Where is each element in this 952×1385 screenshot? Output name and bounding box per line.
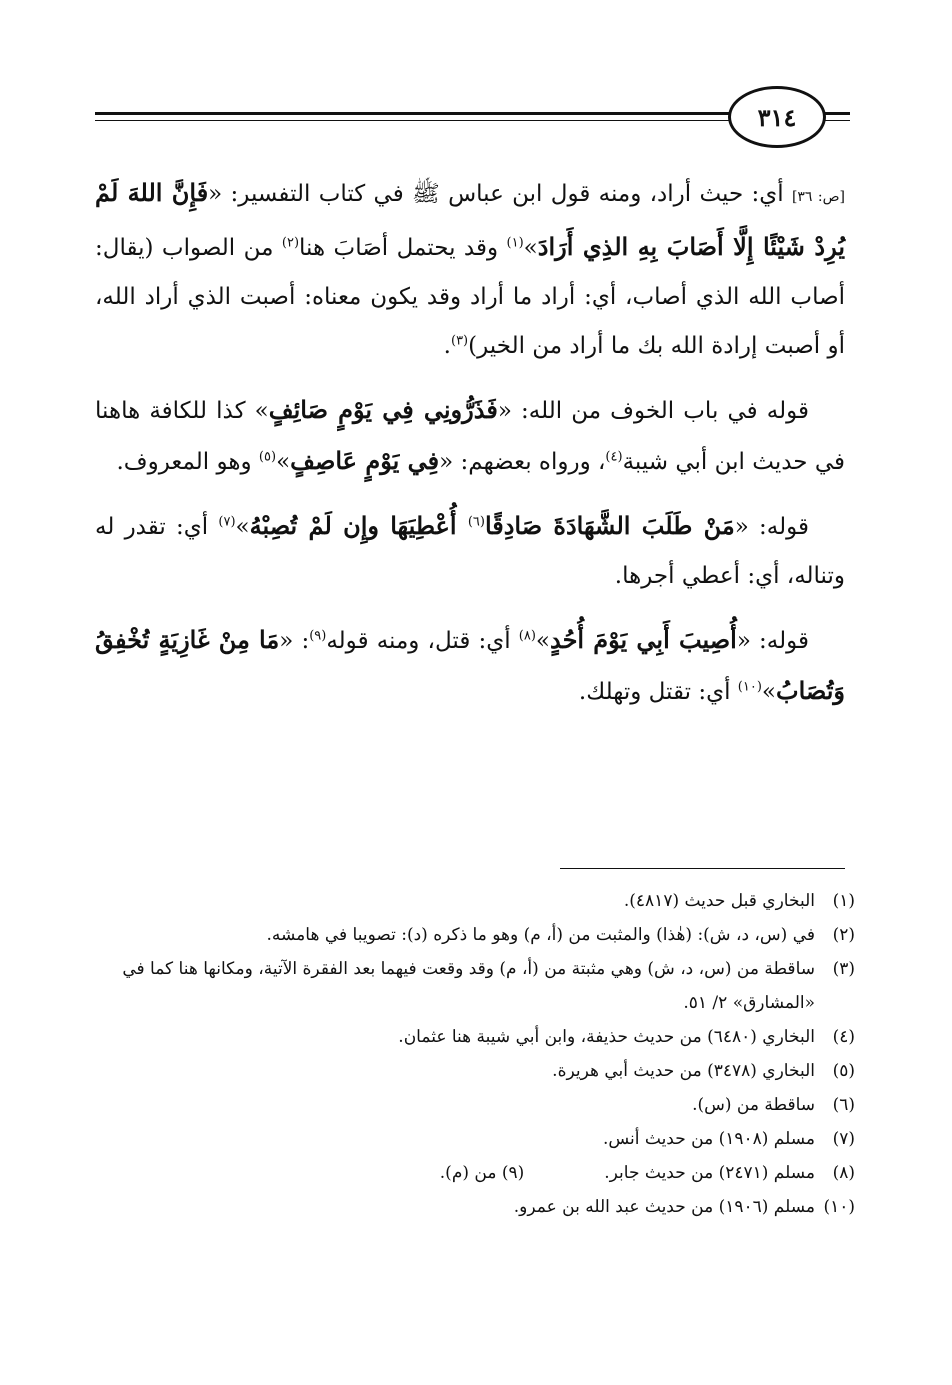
footnote-text: من (م). — [439, 1163, 497, 1183]
footnote-item — [95, 1054, 855, 1088]
footnote-number: (٧) — [832, 1129, 855, 1149]
text-run: أي: قتل، ومنه قوله — [326, 628, 519, 654]
footnote-number: (٩) — [501, 1163, 525, 1183]
text-run: أي: حيث أراد، ومنه قول ابن عباس ﷺ في كتاب التفسير: « — [208, 181, 792, 207]
footnote-text: مسلم (١٩٠٦) من حديث عبد الله بن عمرو. — [513, 1197, 815, 1217]
footnote-marker: (١٠) — [737, 679, 762, 695]
hadith-quote: أُصِيبَ أَبِي يَوْمَ أُحُدٍ — [550, 625, 737, 654]
footnotes — [95, 884, 855, 1224]
hadith-quote: مَا مِنْ غَازِيَةٍ تُخْفِقُ وَتُصَابُ — [95, 625, 845, 705]
hadith-quote: مَنْ طَلَبَ الشَّهَادَةَ صَادِقًا — [484, 511, 735, 540]
hadith-quote: فَذَرُّونِي فِي يَوْمٍ صَائِفٍ — [268, 395, 498, 424]
main-text — [95, 168, 845, 731]
text-run: » — [535, 628, 550, 654]
paragraph-3 — [95, 501, 845, 601]
header-rule-left — [95, 112, 735, 115]
text-run: » — [523, 235, 538, 261]
header-rule-left-thin — [95, 120, 735, 121]
footnote-text: مسلم (١٩٠٨) من حديث أنس. — [602, 1129, 815, 1149]
text-run: ، ورواه بعضهم: « — [439, 449, 606, 475]
footnote-text: البخاري (٣٤٧٨) من حديث أبي هريرة. — [552, 1061, 815, 1081]
footnote-text: ساقطة من (س). — [692, 1095, 815, 1115]
footnote-marker: (١) — [506, 235, 524, 251]
text-run: : « — [279, 628, 310, 654]
footnote-marker: (٢) — [281, 235, 300, 251]
footnote-number: (١) — [832, 891, 855, 911]
footnote-item — [95, 952, 855, 1020]
footnote-item — [95, 1020, 855, 1054]
text-run: من الصواب (يقال: أصاب الله الذي أصاب، أي: أراد ما أراد وقد يكون معناه: أصبت الذي أراد الله، أو أصبت إرادة الله بك ما أراد من الخير) — [95, 235, 845, 359]
footnote-item — [95, 1190, 855, 1224]
footnote-text: مسلم (٢٤٧١) من حديث جابر. — [604, 1163, 815, 1183]
footnote-text: في (س، د، ش): (هٰذا) والمثبت من (أ، م) وهو ما ذكره (د): تصويبا في هامشه. — [266, 925, 815, 945]
text-run: » — [276, 449, 291, 475]
footnote-number: (٣) — [832, 959, 855, 979]
text-run: وقد يحتمل أصَابَ هنا — [299, 235, 507, 261]
footnote-marker: (٥) — [258, 449, 277, 465]
paragraph-4 — [95, 615, 845, 717]
footnote-marker: (٣) — [450, 333, 469, 349]
text-run: أي: تقدر له وتناله، أي: أعطي أجرها. — [95, 514, 845, 589]
text-run: » — [761, 679, 776, 705]
footnote-item — [95, 1156, 855, 1190]
text-run: » — [235, 514, 250, 540]
hadith-quote: أُعْطِيَهَا وإِن لَمْ تُصِبْهُ — [249, 511, 468, 540]
page-header — [0, 0, 952, 170]
text-run: قوله: « — [734, 514, 810, 540]
paragraph-2 — [95, 385, 845, 487]
text-run: قوله في باب الخوف من الله: « — [497, 398, 809, 424]
footnote-number: (٤) — [832, 1027, 855, 1047]
footnote-marker: (٧) — [218, 514, 236, 530]
text-run: . — [443, 333, 451, 359]
footnote-item — [95, 1122, 855, 1156]
hadith-quote: فَإِنَّ اللهَ لَمْ يُرِدْ شَيْئًا إِلَّا أَصَابَ بِهِ الذِي أَرَادَ — [95, 178, 845, 261]
page-number: ٣١٤ — [728, 86, 826, 148]
text-run: » كذا للكافة هاهنا في حديث ابن أبي شيبة — [95, 398, 845, 475]
footnote-number: (٦) — [832, 1095, 855, 1115]
page-reference: [ص: ٣٦] — [791, 189, 845, 205]
footnote-item — [95, 918, 855, 952]
footnote-number: (٢) — [832, 925, 855, 945]
text-run: أي: تقتل وتهلك. — [578, 679, 738, 705]
footnote-marker: (٤) — [605, 449, 623, 465]
text-run: وهو المعروف. — [116, 449, 259, 475]
footnote-text: البخاري (٦٤٨٠) من حديث حذيفة، وابن أبي شيبة هنا عثمان. — [398, 1027, 815, 1047]
footnote-separator — [560, 868, 845, 869]
footnote-item — [95, 884, 855, 918]
footnote-number: (١٠) — [823, 1197, 855, 1217]
footnote-marker: (٦) — [467, 514, 485, 530]
footnote-item — [95, 1088, 855, 1122]
paragraph-1 — [95, 168, 845, 371]
footnote-marker: (٩) — [309, 628, 327, 644]
footnote-text: البخاري قبل حديث (٤٨١٧). — [623, 891, 815, 911]
footnote-text-wrap — [95, 1156, 815, 1190]
text-run: قوله: « — [736, 628, 810, 654]
footnote-number: (٥) — [832, 1061, 855, 1081]
hadith-quote: فِي يَوْمٍ عَاصِفٍ — [290, 446, 440, 475]
footnote-number: (٨) — [832, 1163, 855, 1183]
footnote-marker: (٨) — [518, 628, 536, 644]
footnote-text: ساقطة من (س، د، ش) وهي مثبتة من (أ، م) وقد وقعت فيهما بعد الفقرة الآتية، ومكانها هنا كما في «المشارق» ٢/ ٥١. — [122, 959, 815, 1013]
